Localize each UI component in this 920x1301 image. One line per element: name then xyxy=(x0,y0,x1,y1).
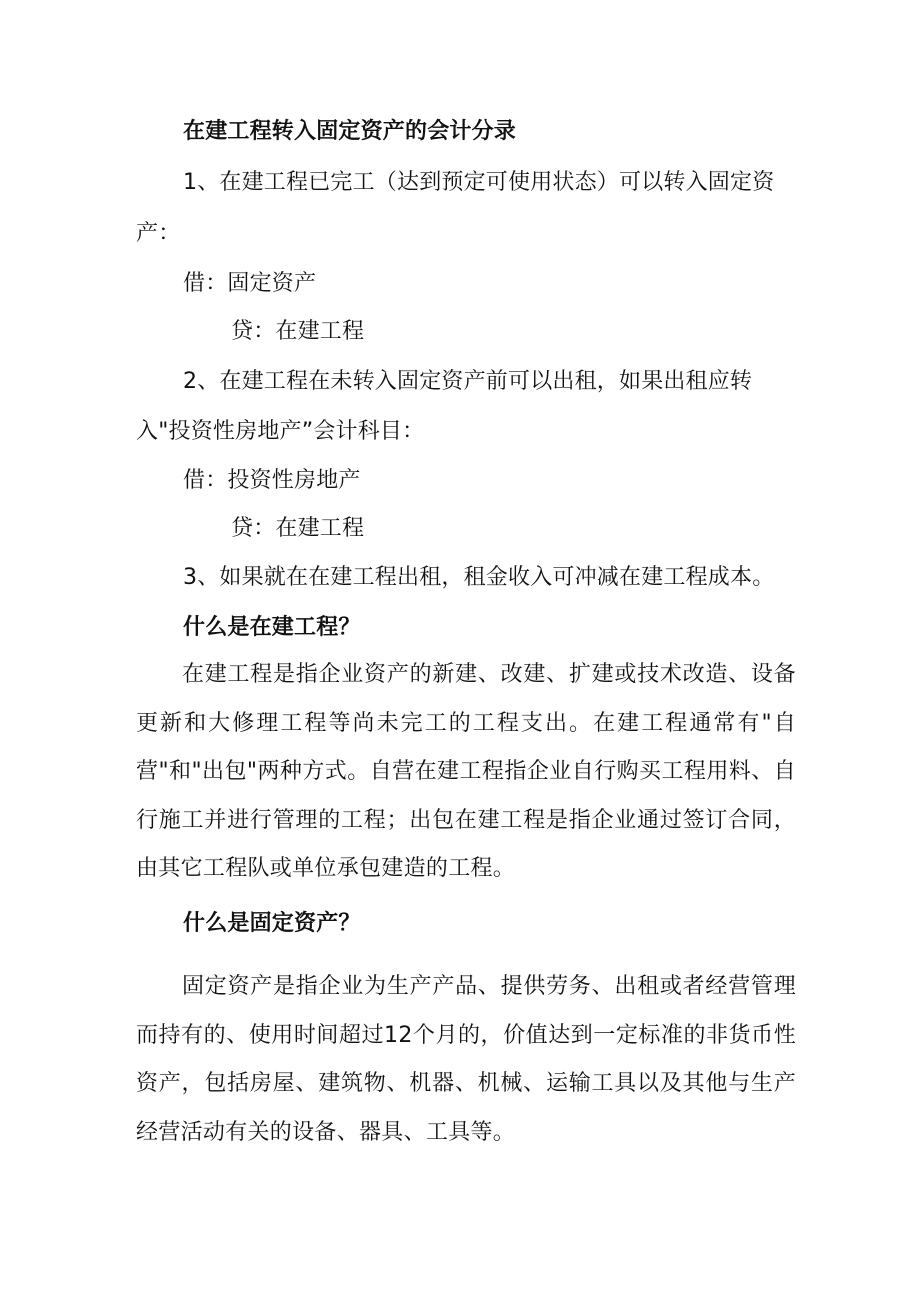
section1-debit-entry: 借：固定资产 xyxy=(183,271,317,296)
section1-line1: 1、在建工程已完工（达到预定可使用状态）可以转入固定资 xyxy=(183,170,775,195)
section2-line1: 2、在建工程在未转入固定资产前可以出租，如果出租应转 xyxy=(183,369,753,394)
section2-line2: 入"投资性房地产”会计科目： xyxy=(136,419,425,444)
q1-paragraph: 在建工程是指企业资产的新建、改建、扩建或技术改造、设备更新和大修理工程等尚未完工的工程支出。在建工程通常有"自营"和"出包"两种方式。自营在建工程指企业自行购买工程用料、自行施工并进行管理的工程；出包在建工程是指企业通过签订合同，由其它工程队或单位承包建造的工程。 xyxy=(136,662,796,881)
document-title: 在建工程转入固定资产的会计分录 xyxy=(183,119,517,144)
section3-line1: 3、如果就在在建工程出租，租金收入可冲减在建工程成本。 xyxy=(183,565,775,590)
section2-credit-entry: 贷：在建工程 xyxy=(231,516,365,541)
section1-line2: 产： xyxy=(136,221,181,246)
section1-credit-entry: 贷：在建工程 xyxy=(231,319,365,344)
q2-heading: 什么是固定资产？ xyxy=(183,911,361,936)
q1-heading: 什么是在建工程？ xyxy=(183,615,361,640)
section2-debit-entry: 借：投资性房地产 xyxy=(183,468,361,493)
q2-paragraph: 固定资产是指企业为生产产品、提供劳务、出租或者经营管理而持有的、使用时间超过12个月的，价值达到一定标准的非货币性资产，包括房屋、建筑物、机器、机械、运输工具以及其他与生产经营活动有关的设备、器具、工具等。 xyxy=(136,974,796,1145)
